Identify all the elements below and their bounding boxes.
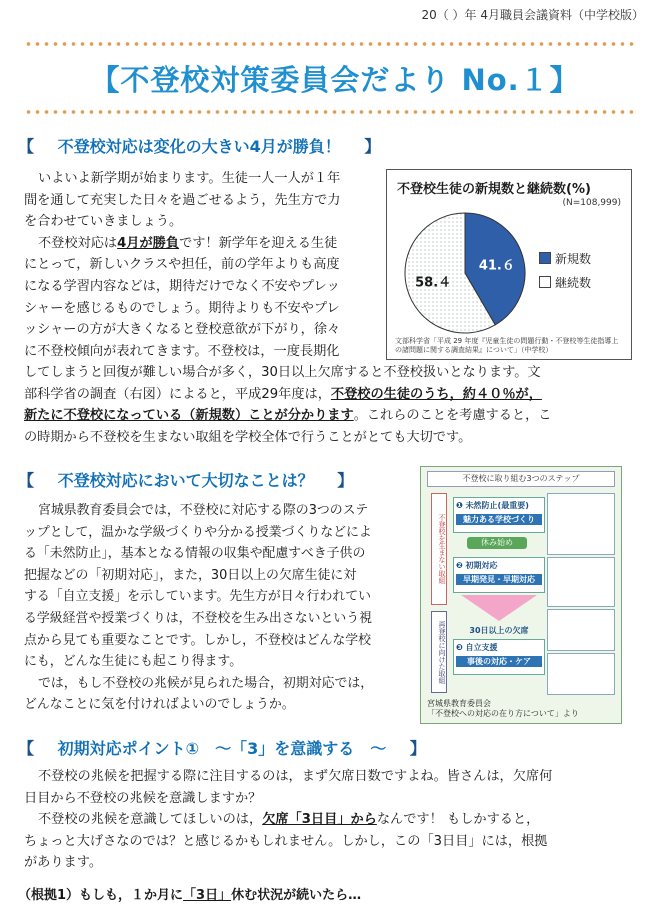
detail-panel-2 — [547, 557, 615, 607]
basis-1-line: （根拠1）もしも，１か月に「3日」休む状況が続いたら… — [18, 888, 362, 903]
legend-swatch-new — [539, 252, 551, 264]
side-label-return: 再登校に向けた取組 — [431, 611, 447, 693]
step-3-box: ❸ 自立支援 事後の対応・ケア — [453, 639, 545, 675]
emphasis-april: 4月が勝負 — [117, 235, 180, 251]
pink-arrow-icon — [461, 595, 537, 621]
section-1-paragraph: いよいよ新学期が始まります。生徒一人一人が１年 間を通して充実した日々を過ごせるよう，先生方で力 を合わせていきましょう。 不登校対応は4月が勝負です！新学年を迎える生徒 にとって，新しいクラスや担任，前の学年よりも高度 になる学習内容などは，期待だけでなく不安やプレッ シャーを感じるものでしょう。期待よりも不安やプレ ッシャーの方が大きくなると登校意欲が下がり，徐々 に不登校傾向が表れてきます。不登校は，一度長期化 — [24, 171, 341, 359]
section-heading-2: 【 不登校対応において大切なことは？ 】 — [18, 471, 354, 490]
detail-panel-1 — [547, 493, 615, 555]
chart-title: 不登校生徒の新規数と継続数(%) — [397, 182, 591, 197]
page-title: 【不登校対策委員会だより No.１】 — [90, 63, 580, 97]
section-heading-3: 【 初期対応ポイント① ～「3」を意識する ～ 】 — [18, 739, 426, 758]
side-label-prevention: 不登校を生まない取組 — [431, 493, 447, 605]
detail-panel-3 — [547, 609, 615, 651]
emphasis-3-days: 「3日」 — [183, 888, 232, 903]
legend-item-new: 新規数 — [539, 250, 591, 267]
emphasis-stat-2: 新たに不登校になっている（新規数）ことが分かります — [24, 408, 354, 424]
header-note: 20（ ）年 4月職員会議資料（中学校版） — [421, 8, 644, 22]
detail-panel-4 — [547, 653, 615, 695]
dotted-divider-top — [24, 40, 634, 48]
section-1-paragraph-wide: してしまうと回復が難しい場合が多く，30日以上欠席すると不登校扱いとなります。文 部科学省の調査（右図）によると，平成29年度は，不登校の生徒のうち，約４０％が， 新たに不登校になっている（新規数）ことが分かります。これらのことを考慮すると，こ の時期から不登校を生まない取組を学校全体で行うことがとても大切です。 — [24, 365, 552, 445]
pie-label-new: 41.６ — [478, 258, 515, 274]
three-steps-figure — [420, 466, 622, 724]
pie-chart — [395, 208, 535, 338]
pie-label-continuing: 58.４ — [415, 275, 452, 291]
pie-chart-box — [386, 169, 632, 360]
steps-caption: 宮城県教育委員会 「不登校への対応の在り方について」より — [427, 699, 579, 718]
emphasis-3rd-day: 欠席「3日目」から — [262, 812, 377, 828]
step-1-box: ❶ 未然防止(最重要) 魅力ある学校づくり — [453, 497, 545, 533]
section-heading-1: 【 不登校対応は変化の大きい4月が勝負！ 】 — [18, 137, 381, 156]
dotted-divider-bottom — [24, 108, 634, 116]
section-2-paragraph: 宮城県教育委員会では，不登校に対応する際の3つのステ ップとして，温かな学級づくりや分かる授業づくりなどによ る「未然防止」，基本となる情報の収集や配慮すべき子供の 把握などの「初期対応」，また，30日以上の欠席生徒に対 する「自立支援」を示しています。先生方が日々行われてい る学級経営や授業づくりは，不登校を生み出さないという視 点から見ても重要なことです。しかし，不登校はどんな学校 にも，どんな生徒にも起こり得ます。 では，もし不登校の兆候が見られた場合，初期対応では， どんなことに気を付ければよいのでしょうか。 — [24, 503, 374, 713]
transition-30-days: 30日以上の欠席 — [469, 626, 529, 635]
chart-source: 文部科学省「平成 29 年度『児童生徒の問題行動・不登校等生徒指導上の諸問題に関する調査結果』について」（中学校） — [395, 337, 619, 354]
chart-subtitle: (N=108,999) — [562, 198, 621, 208]
legend-swatch-continuing — [539, 276, 551, 288]
emphasis-stat-1: 不登校の生徒のうち，約４０％が， — [330, 386, 542, 402]
steps-title: 不登校に取り組む3つのステップ — [427, 471, 615, 487]
section-3-paragraph: 不登校の兆候を把握する際に注目するのは，まず欠席日数ですよね。皆さんは，欠席何 日目から不登校の兆候を意識しますか？ 不登校の兆候を意識してほしいのは，欠席「3日目」からなんです！ もしかすると， ちょっと大げさなのでは？と感じるかもしれません。しかし，この「3日目」には，根拠 があります。 — [24, 769, 553, 871]
legend-item-continuing: 継続数 — [539, 274, 591, 291]
step-2-box: ❷ 初期対応 早期発見・早期対応 — [453, 557, 545, 593]
transition-start-absence: 休み始め — [467, 537, 527, 549]
